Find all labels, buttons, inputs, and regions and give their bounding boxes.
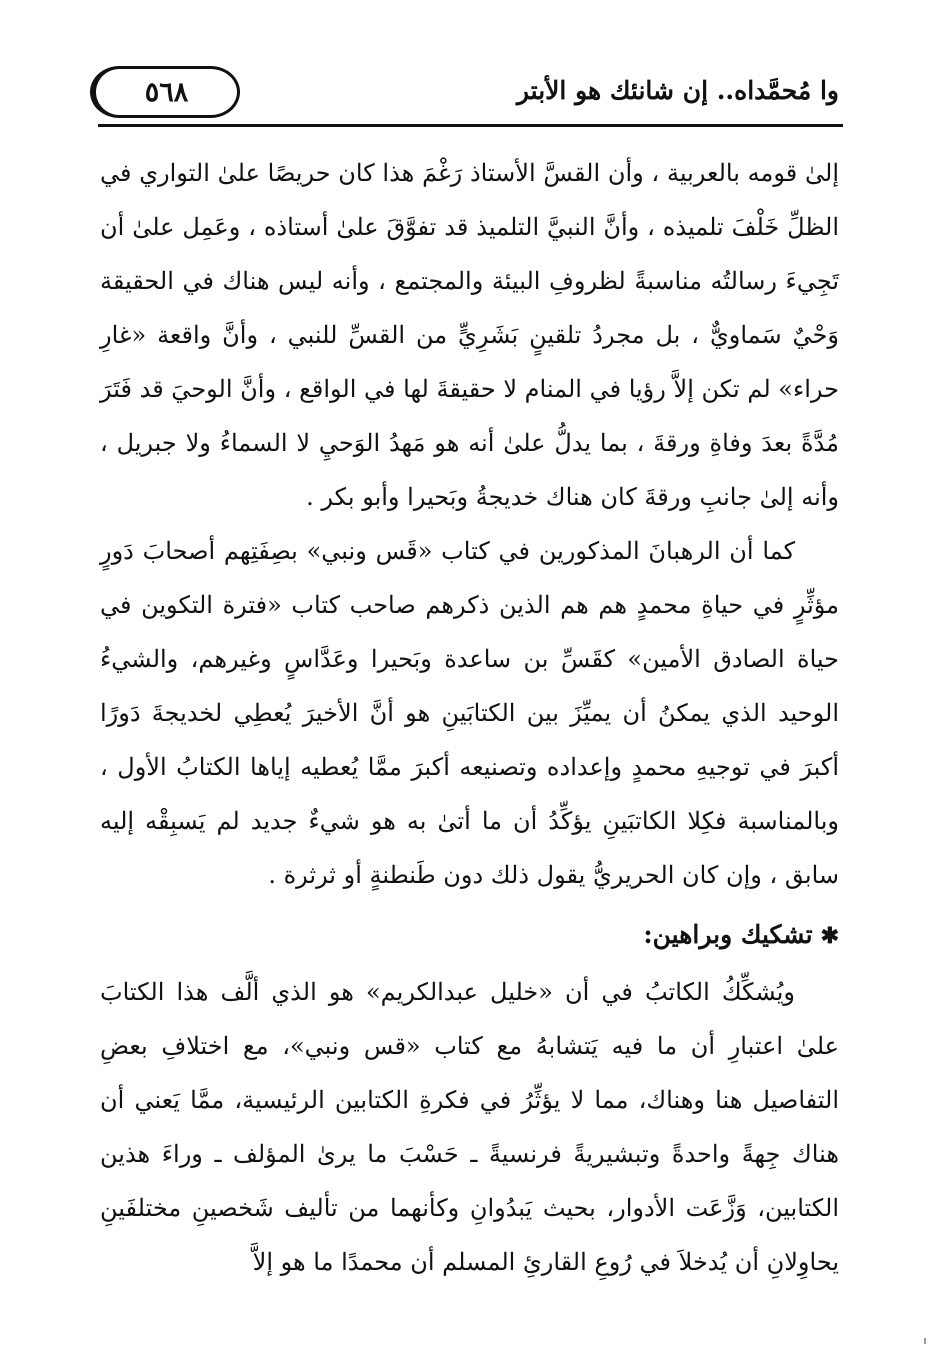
page-number-badge: [90, 66, 240, 118]
section-heading-text: تشكيك وبراهين:: [643, 920, 813, 949]
running-title: وا مُحمَّداه.. إن شانئك هو الأبتر: [516, 76, 839, 105]
section-heading: [100, 908, 839, 963]
paragraph-3: ويُشكِّكُ الكاتبُ في أن «خليل عبدالكريم» هو الذي ألَّف هذا الكتابَ علىٰ اعتبارِ أن ما فيه يَتشابهُ مع كتاب «قس ونبي»، مع اختلافِ بعضِ التفاصيل هنا وهناك، مما لا يؤثِّرُ في فكرةِ الكتابين الرئيسية، ممَّا يَعني أن هناك جِهةً واحدةً وتبشيريةً فرنسيةً ـ حَسْبَ ما يرىٰ المؤلف ـ وراءَ هذين الكتابين، وَزَّعَت الأدوار، بحيث يَبدُوانِ وكأنهما من تأليف شَخصينِ مختلفَينِ يحاوِلانِ أن يُدخلاَ في رُوعِ القارئِ المسلم أن محمدًا ما هو إلاَّ: [100, 978, 840, 1276]
asterisk-icon: ✱: [820, 923, 839, 949]
margin-mark: [924, 1338, 926, 1344]
header-rule: [98, 124, 843, 127]
running-header: [0, 62, 939, 132]
body-text: [100, 146, 839, 1289]
page-number: ٥٦٨: [144, 76, 189, 108]
paragraph-2: كما أن الرهبانَ المذكورين في كتاب «قَس ونبي» بصِفَتِهم أصحابَ دَورٍ مؤثِّرٍ في حياةِ محمدٍ هم هم الذين ذكرهم صاحب كتاب «فترة التكوين في حياة الصادق الأمين» كقَسِّ بن ساعدة وبَحيرا وعَدَّاسٍ وغيرهم، والشيءُ الوحيد الذي يمكنُ أن يميِّزَ بين الكتابَينِ هو أنَّ الأخيرَ يُعطِي لخديجةَ دَورًا أكبرَ في توجيهِ محمدٍ وإعداده وتصنيعه أكبرَ ممَّا يُعطيه إياها الكتابُ الأول ، وبالمناسبة فكِلا الكاتبَينِ يؤكِّدُ أن ما أتىٰ به هو شيءٌ جديد لم يَسبِقْه إليه سابق ، وإن كان الحريريُّ يقول ذلك دون طَنطنةٍ أو ثرثرة .: [100, 537, 839, 889]
paragraph-1: إلىٰ قومه بالعربية ، وأن القسَّ الأستاذ رَغْمَ هذا كان حريصًا علىٰ التواري في الظلِّ خَلْفَ تلميذه ، وأنَّ النبيَّ التلميذ قد تفوَّقَ علىٰ أستاذه ، وعَمِل علىٰ أن تَجِيءَ رسالتُه مناسبةً لظروفِ البيئة والمجتمع ، وأنه ليس هناك في الحقيقة وَحْيٌ سَماويٌّ ، بل مجردُ تلقينٍ بَشَرِيٍّ من القسِّ للنبي ، وأنَّ واقعة «غارِ حراء» لم تكن إلاَّ رؤيا في المنام لا حقيقةَ لها في الواقع ، وأنَّ الوحيَ قد فَتَرَ مُدَّةً بعدَ وفاةِ ورقةَ ، بما يدلُّ علىٰ أنه هو مَهدُ الوَحيِ لا السماءُ ولا جبريل ، وأنه إلىٰ جانبِ ورقةَ كان هناك خديجةُ وبَحيرا وأبو بكر .: [100, 159, 839, 511]
